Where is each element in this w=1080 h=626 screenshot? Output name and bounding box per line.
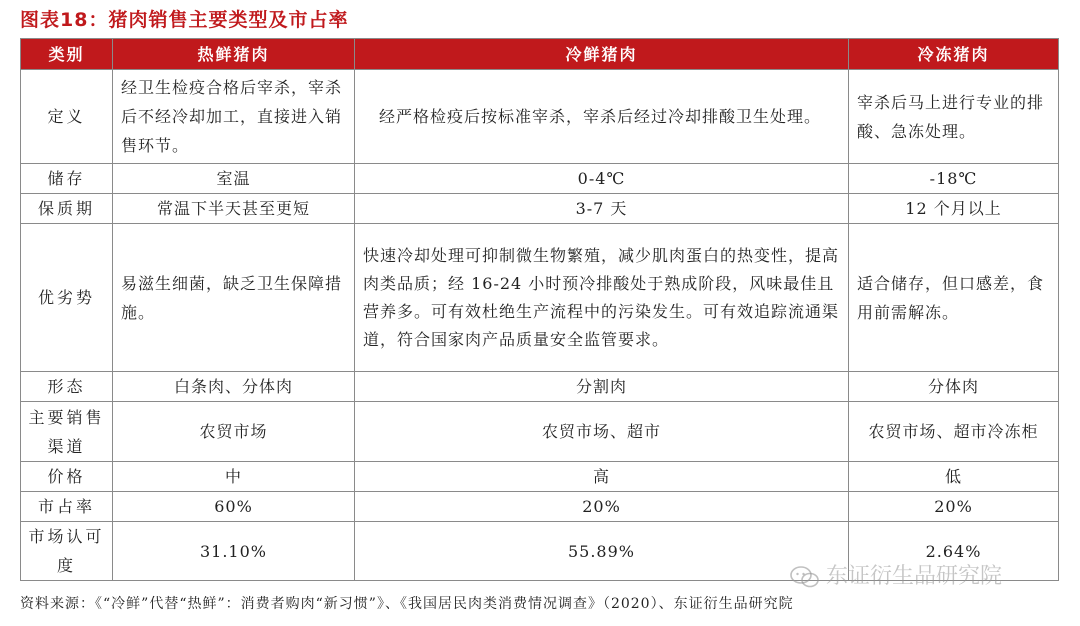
cell-hot: 60% xyxy=(113,492,355,522)
cell-chilled: 分割肉 xyxy=(355,372,849,402)
cell-frozen: -18℃ xyxy=(849,164,1059,194)
cell-chilled: 55.89% xyxy=(355,522,849,581)
header-chilled-pork: 冷鲜猪肉 xyxy=(355,39,849,70)
table-header-row xyxy=(21,39,1059,70)
table-row xyxy=(21,194,1059,224)
row-label: 主要销售渠道 xyxy=(21,402,113,462)
cell-hot: 经卫生检疫合格后宰杀，宰杀后不经冷却加工，直接进入销售环节。 xyxy=(113,70,355,164)
table-row xyxy=(21,402,1059,462)
wechat-icon xyxy=(790,566,820,588)
source-note: 资料来源：《“冷鲜”代替“热鲜”：消费者购肉“新习惯”》、《我国居民肉类消费情况调查》（2020）、东证衍生品研究院 xyxy=(20,596,794,612)
watermark-text: 东证衍生品研究院 xyxy=(826,564,1003,589)
cell-frozen: 宰杀后马上进行专业的排酸、急冻处理。 xyxy=(849,70,1059,164)
cell-chilled: 0-4℃ xyxy=(355,164,849,194)
cell-chilled: 农贸市场、超市 xyxy=(355,402,849,462)
pork-sales-table xyxy=(20,38,1059,581)
table-row xyxy=(21,70,1059,164)
row-label: 储存 xyxy=(21,164,113,194)
row-label: 优劣势 xyxy=(21,224,113,372)
row-label: 定义 xyxy=(21,70,113,164)
header-category: 类别 xyxy=(21,39,113,70)
table-row xyxy=(21,462,1059,492)
cell-frozen: 20% xyxy=(849,492,1059,522)
cell-frozen: 适合储存，但口感差，食用前需解冻。 xyxy=(849,224,1059,372)
cell-frozen: 分体肉 xyxy=(849,372,1059,402)
table-row xyxy=(21,224,1059,372)
header-frozen-pork: 冷冻猪肉 xyxy=(849,39,1059,70)
cell-frozen: 12 个月以上 xyxy=(849,194,1059,224)
figure-title: 图表18：猪肉销售主要类型及市占率 xyxy=(20,9,349,31)
header-hot-pork: 热鲜猪肉 xyxy=(113,39,355,70)
table-row xyxy=(21,164,1059,194)
cell-frozen: 2.64% xyxy=(849,522,1059,581)
cell-hot: 农贸市场 xyxy=(113,402,355,462)
table-row xyxy=(21,492,1059,522)
cell-hot: 室温 xyxy=(113,164,355,194)
cell-hot: 易滋生细菌，缺乏卫生保障措施。 xyxy=(113,224,355,372)
row-label: 价格 xyxy=(21,462,113,492)
cell-chilled: 3-7 天 xyxy=(355,194,849,224)
cell-chilled: 高 xyxy=(355,462,849,492)
row-label: 市占率 xyxy=(21,492,113,522)
cell-hot: 中 xyxy=(113,462,355,492)
cell-chilled: 20% xyxy=(355,492,849,522)
row-label: 形态 xyxy=(21,372,113,402)
cell-frozen: 农贸市场、超市冷冻柜 xyxy=(849,402,1059,462)
cell-hot: 白条肉、分体肉 xyxy=(113,372,355,402)
table-row xyxy=(21,372,1059,402)
cell-hot: 常温下半天甚至更短 xyxy=(113,194,355,224)
cell-hot: 31.10% xyxy=(113,522,355,581)
row-label: 保质期 xyxy=(21,194,113,224)
watermark xyxy=(790,562,1002,592)
row-label: 市场认可度 xyxy=(21,522,113,581)
cell-frozen: 低 xyxy=(849,462,1059,492)
cell-chilled: 经严格检疫后按标准宰杀，宰杀后经过冷却排酸卫生处理。 xyxy=(355,70,849,164)
cell-chilled: 快速冷却处理可抑制微生物繁殖，减少肌肉蛋白的热变性，提高肉类品质；经 16-24 小时预冷排酸处于熟成阶段，风味最佳且营养多。可有效杜绝生产流程中的污染发生。可有效追踪流通渠道，符合国家肉产品质量安全监管要求。 xyxy=(355,224,849,372)
